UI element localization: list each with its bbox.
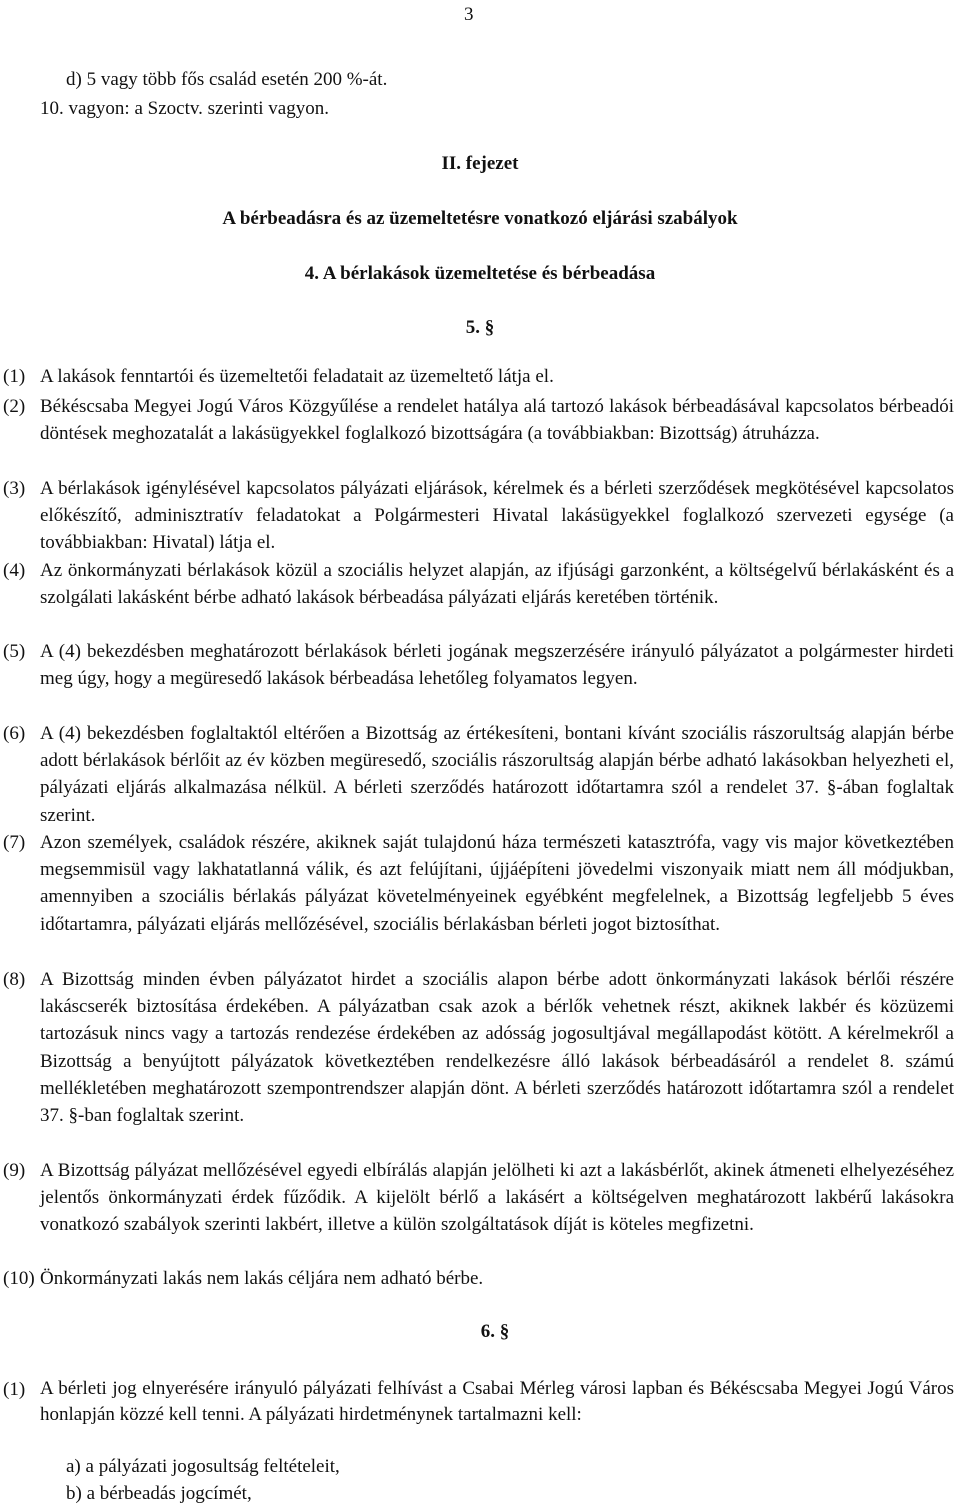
list-item-d: d) 5 vagy több fős család esetén 200 %-át. bbox=[66, 69, 388, 90]
list-item-b: b) a bérbeadás jogcímét, bbox=[66, 1483, 252, 1504]
section-title: 4. A bérlakások üzemeltetése és bérbeadása bbox=[304, 263, 656, 284]
section-5-heading: 5. § bbox=[465, 317, 495, 338]
paragraph-number: (1) bbox=[3, 366, 26, 387]
paragraph-text: Az önkormányzati bérlakások közül a szociális helyzet alapján, az ifjúsági garzonként, a költségelvű bérlakásként és a szolgálati lakásként bérbe adható lakások bérbeadása pályázati eljárás keretében történik. bbox=[40, 560, 954, 609]
page-number: 3 bbox=[464, 4, 474, 25]
paragraph-number: (10) bbox=[3, 1268, 35, 1289]
paragraph-number: (8) bbox=[3, 969, 26, 990]
chapter-title: A bérbeadásra és az üzemeltetésre vonatkozó eljárási szabályok bbox=[222, 208, 738, 229]
paragraph-text: Azon személyek, családok részére, akiknek saját tulajdonú háza természeti katasztrófa, vagy vis major következtében megsemmisül vagy lakhatatlanná válik, és azt felújítani, újjáépíteni jövedelmi viszonyaik miatt nem áll módjukban, amennyiben a szociális bérlakás pályázat követelményeinek egyébként megfelelnek, a Bizottság legfeljebb 5 éves időtartamra, pályázati eljárás mellőzésével, szociális bérlakásban bérleti jogot biztosíthat. bbox=[40, 832, 954, 935]
definition-item-10: 10. vagyon: a Szoctv. szerinti vagyon. bbox=[40, 98, 329, 119]
paragraph-number: (7) bbox=[3, 832, 26, 853]
paragraph-text: A (4) bekezdésben meghatározott bérlakások bérleti jogának megszerzésére irányuló pályázatot a polgármester hirdeti meg úgy, hogy a megüresedő lakások bérbeadása lehetőleg folyamatos legyen. bbox=[40, 641, 954, 690]
paragraph-text: A (4) bekezdésben foglaltaktól eltérően a Bizottság az értékesíteni, bontani kívánt szociális rászorultság alapján bérbe adott bérlakások bérlőit az év közben megüresedő, szociális rászorultság alapján bérbe adható lakásokban helyezheti el, pályázati eljárás alkalmazása nélkül. A bérleti szerződés határozott időtartamra szól a rendelet 37. §-ában foglaltak szerint. bbox=[40, 723, 954, 826]
paragraph-text: A Bizottság minden évben pályázatot hirdet a szociális alapon bérbe adott önkormányzati lakások bérlői részére lakáscserék biztosítása érdekében. A pályázatban csak azok a bérlők vehetnek részt, akiknek lakbér és közüzemi tartozásuk nincs vagy a tartozás rendezése érdekében az adósság jogosultjával megállapodást kötött. A kérelmekről a Bizottság a benyújtott pályázatok következtében rendelkezésre álló lakások bérbeadásáról a rendelet 8. számú mellékletében meghatározott szempontrendszer alapján dönt. A bérleti szerződés határozott időtartamra szól a rendelet 37. §-ban foglaltak szerint. bbox=[40, 969, 954, 1127]
chapter-label: II. fejezet bbox=[441, 153, 519, 174]
paragraph-number: (6) bbox=[3, 723, 26, 744]
paragraph-text: A bérlakások igénylésével kapcsolatos pályázati eljárások, kérelmek és a bérleti szerződések megkötésével kapcsolatos előkészítő, adminisztratív feladatokat a Polgármesteri Hivatal lakásügyekkel foglalkozó szervezeti egysége (a továbbiakban: Hivatal) látja el. bbox=[40, 478, 954, 554]
paragraph-text: A bérleti jog elnyerésére irányuló pályázati felhívást a Csabai Mérleg városi lapban és Békéscsaba Megyei Jogú Város honlapján közzé kell tenni. A pályázati hirdetménynek tartalmazni kell: bbox=[40, 1378, 954, 1425]
paragraph-number: (3) bbox=[3, 478, 26, 499]
section-6-heading: 6. § bbox=[480, 1321, 510, 1342]
paragraph-text: Önkormányzati lakás nem lakás céljára nem adható bérbe. bbox=[40, 1268, 484, 1289]
paragraph-number: (1) bbox=[3, 1379, 26, 1400]
paragraph-number: (9) bbox=[3, 1160, 26, 1181]
paragraph-number: (5) bbox=[3, 641, 26, 662]
paragraph-number: (2) bbox=[3, 396, 26, 417]
paragraph-text: Békéscsaba Megyei Jogú Város Közgyűlése a rendelet hatálya alá tartozó lakások bérbeadásával kapcsolatos bérbeadói döntések meghozatalát a lakásügyekkel foglalkozó bizottságára (a továbbiakban: Bizottság) átruházza. bbox=[40, 396, 954, 445]
paragraph-number: (4) bbox=[3, 560, 26, 581]
paragraph-text: A Bizottság pályázat mellőzésével egyedi elbírálás alapján jelölheti ki azt a lakásbérlőt, akinek átmeneti elhelyezéséhez jelentős önkormányzati érdek fűződik. A kijelölt bérlő a lakásért a költségelven meghatározott lakbérű lakásokra vonatkozó szabályok szerinti lakbért, illetve a külön szolgáltatások díját is köteles megfizetni. bbox=[40, 1160, 954, 1236]
list-item-a: a) a pályázati jogosultság feltételeit, bbox=[66, 1456, 340, 1477]
paragraph-text: A lakások fenntartói és üzemeltetői feladatait az üzemeltető látja el. bbox=[40, 366, 554, 387]
